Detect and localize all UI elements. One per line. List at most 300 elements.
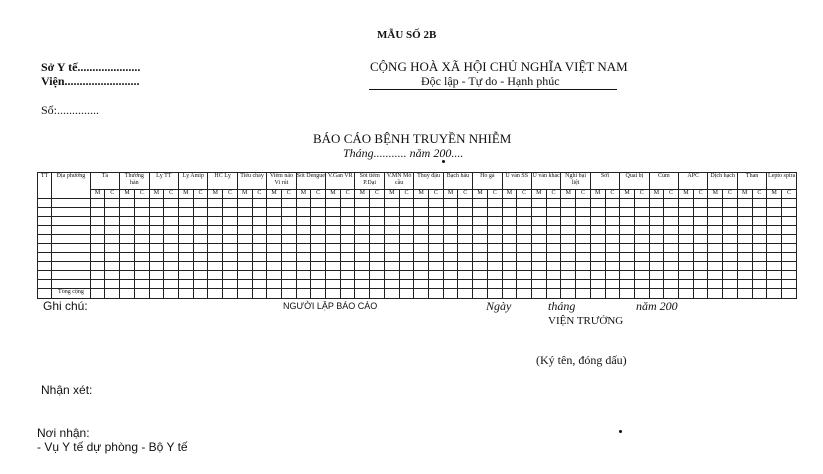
table-cell — [193, 208, 208, 217]
table-cell — [120, 262, 135, 271]
table-cell — [52, 262, 91, 271]
table-cell — [38, 262, 52, 271]
table-cell — [52, 244, 91, 253]
table-cell — [164, 199, 179, 208]
subheader-cases: M — [326, 190, 341, 199]
table-cell — [149, 217, 164, 226]
table-cell — [458, 244, 473, 253]
table-cell — [38, 217, 52, 226]
table-cell — [414, 289, 429, 299]
table-cell — [340, 217, 355, 226]
table-cell — [458, 271, 473, 280]
table-cell — [149, 235, 164, 244]
table-cell — [723, 262, 738, 271]
table-cell — [781, 271, 796, 280]
table-cell — [326, 289, 341, 299]
table-cell — [90, 289, 105, 299]
table-cell — [149, 208, 164, 217]
table-cell — [281, 244, 296, 253]
table-cell — [679, 289, 694, 299]
table-cell — [634, 262, 649, 271]
recipient-item: - Vụ Y tế dự phòng - Bộ Y tế — [37, 440, 188, 454]
table-cell — [517, 271, 532, 280]
table-cell — [296, 280, 311, 289]
table-cell — [590, 289, 605, 299]
table-cell — [134, 289, 149, 299]
table-cell — [693, 208, 708, 217]
table-cell — [164, 280, 179, 289]
table-cell — [105, 262, 120, 271]
table-cell — [752, 262, 767, 271]
document-number-line: Số:.............. — [41, 103, 100, 117]
report-title: BÁO CÁO BỆNH TRUYỀN NHIỄM — [313, 131, 512, 146]
table-cell — [590, 253, 605, 262]
table-cell — [296, 217, 311, 226]
table-cell — [590, 271, 605, 280]
table-cell — [326, 235, 341, 244]
table-cell — [708, 208, 723, 217]
table-cell — [561, 208, 576, 217]
table-cell — [90, 217, 105, 226]
table-cell — [679, 244, 694, 253]
table-cell — [193, 289, 208, 299]
table-cell — [429, 262, 444, 271]
institute-line: Viện......................... — [41, 74, 140, 88]
col-header-disease: Bạch hầu — [443, 173, 472, 190]
signature-instruction: (Ký tên, đóng dấu) — [536, 353, 627, 367]
table-cell — [458, 289, 473, 299]
table-cell — [546, 217, 561, 226]
table-cell — [237, 217, 252, 226]
subheader-cases: M — [443, 190, 458, 199]
table-cell — [517, 289, 532, 299]
table-cell — [752, 289, 767, 299]
table-cell — [708, 271, 723, 280]
table-cell — [546, 244, 561, 253]
table-cell — [590, 226, 605, 235]
col-header-locality: Địa phương — [52, 173, 91, 199]
table-cell — [178, 235, 193, 244]
table-cell — [605, 289, 620, 299]
table-cell — [384, 235, 399, 244]
subheader-deaths: C — [105, 190, 120, 199]
table-cell — [487, 262, 502, 271]
table-cell — [38, 244, 52, 253]
table-cell — [473, 262, 488, 271]
table-cell — [546, 235, 561, 244]
table-cell — [752, 235, 767, 244]
table-cell — [237, 253, 252, 262]
table-cell — [649, 244, 664, 253]
table-cell — [414, 244, 429, 253]
recipients-label: Nơi nhận: — [37, 426, 90, 440]
table-cell — [767, 280, 782, 289]
table-cell — [267, 289, 282, 299]
table-cell — [531, 217, 546, 226]
table-cell — [252, 199, 267, 208]
table-cell — [340, 199, 355, 208]
date-month-label: tháng — [548, 299, 576, 313]
table-cell — [370, 253, 385, 262]
table-cell — [487, 244, 502, 253]
subheader-cases: M — [208, 190, 223, 199]
table-total-row — [38, 289, 797, 299]
table-cell — [311, 289, 326, 299]
table-cell — [590, 262, 605, 271]
table-cell — [737, 253, 752, 262]
table-cell — [326, 262, 341, 271]
table-cell — [340, 271, 355, 280]
table-cell — [487, 253, 502, 262]
table-cell — [252, 226, 267, 235]
table-cell — [237, 199, 252, 208]
table-cell — [443, 253, 458, 262]
subheader-cases: M — [267, 190, 282, 199]
col-header-disease: APC — [679, 173, 708, 190]
table-cell — [429, 280, 444, 289]
table-cell — [223, 217, 238, 226]
table-cell — [267, 262, 282, 271]
table-cell — [105, 217, 120, 226]
table-cell — [105, 280, 120, 289]
table-cell — [693, 244, 708, 253]
table-cell — [664, 199, 679, 208]
table-cell — [649, 289, 664, 299]
table-cell — [355, 208, 370, 217]
table-cell — [355, 244, 370, 253]
table-cell — [693, 226, 708, 235]
table-cell — [355, 199, 370, 208]
table-cell — [649, 226, 664, 235]
table-cell — [149, 280, 164, 289]
subheader-deaths: C — [634, 190, 649, 199]
table-cell — [590, 235, 605, 244]
table-cell — [576, 253, 591, 262]
table-cell — [634, 244, 649, 253]
table-row — [38, 226, 797, 235]
table-cell — [105, 244, 120, 253]
table-cell — [149, 244, 164, 253]
col-header-disease: Dịch hạch — [708, 173, 737, 190]
table-cell — [576, 226, 591, 235]
table-cell — [326, 244, 341, 253]
table-cell — [634, 226, 649, 235]
table-cell — [737, 289, 752, 299]
table-cell — [296, 226, 311, 235]
table-cell — [296, 271, 311, 280]
table-cell — [664, 244, 679, 253]
table-cell — [90, 253, 105, 262]
table-cell — [105, 271, 120, 280]
table-cell — [752, 217, 767, 226]
table-cell — [576, 199, 591, 208]
table-cell — [326, 226, 341, 235]
table-cell — [370, 235, 385, 244]
table-cell — [723, 226, 738, 235]
table-cell — [634, 289, 649, 299]
table-cell — [267, 235, 282, 244]
table-cell — [399, 235, 414, 244]
table-cell — [708, 289, 723, 299]
table-cell — [517, 280, 532, 289]
table-cell — [590, 280, 605, 289]
table-cell — [149, 262, 164, 271]
table-cell — [679, 271, 694, 280]
table-cell — [487, 289, 502, 299]
table-cell — [502, 226, 517, 235]
table-cell — [781, 217, 796, 226]
subheader-deaths: C — [517, 190, 532, 199]
table-cell — [561, 217, 576, 226]
table-cell — [223, 271, 238, 280]
col-header-tt: TT — [38, 173, 52, 199]
table-cell — [590, 199, 605, 208]
table-cell — [370, 199, 385, 208]
table-cell — [223, 199, 238, 208]
table-cell — [429, 289, 444, 299]
table-cell — [443, 226, 458, 235]
table-cell — [443, 262, 458, 271]
table-cell — [781, 253, 796, 262]
table-cell — [252, 208, 267, 217]
table-cell — [473, 217, 488, 226]
table-cell — [267, 217, 282, 226]
table-cell — [208, 289, 223, 299]
table-cell — [384, 226, 399, 235]
table-cell — [679, 280, 694, 289]
table-row — [38, 199, 797, 208]
table-cell — [590, 208, 605, 217]
subheader-deaths: C — [340, 190, 355, 199]
col-header-disease: V.Gan VR — [326, 173, 355, 190]
table-cell — [237, 208, 252, 217]
table-cell — [384, 271, 399, 280]
table-cell — [767, 289, 782, 299]
table-cell — [781, 244, 796, 253]
table-cell — [399, 271, 414, 280]
table-cell — [561, 262, 576, 271]
table-cell — [649, 262, 664, 271]
table-cell — [193, 262, 208, 271]
table-cell — [296, 289, 311, 299]
table-cell — [134, 199, 149, 208]
table-cell — [531, 280, 546, 289]
table-cell — [546, 262, 561, 271]
table-cell — [355, 253, 370, 262]
table-cell — [679, 217, 694, 226]
table-cell — [193, 235, 208, 244]
table-cell — [531, 262, 546, 271]
table-cell — [561, 289, 576, 299]
table-cell — [649, 235, 664, 244]
table-cell — [781, 208, 796, 217]
table-cell — [634, 280, 649, 289]
table-cell — [208, 217, 223, 226]
table-cell — [487, 217, 502, 226]
table-cell — [620, 199, 635, 208]
table-cell — [296, 235, 311, 244]
table-cell — [679, 262, 694, 271]
subheader-deaths: C — [723, 190, 738, 199]
table-cell — [208, 235, 223, 244]
table-cell — [120, 235, 135, 244]
table-cell — [267, 280, 282, 289]
table-cell — [105, 226, 120, 235]
table-cell — [546, 289, 561, 299]
table-cell — [105, 199, 120, 208]
table-cell — [134, 271, 149, 280]
table-cell — [781, 226, 796, 235]
table-cell — [517, 208, 532, 217]
table-cell — [473, 244, 488, 253]
table-cell — [693, 280, 708, 289]
table-cell — [267, 271, 282, 280]
table-cell — [281, 208, 296, 217]
table-cell — [296, 199, 311, 208]
table-cell — [693, 271, 708, 280]
table-cell — [531, 271, 546, 280]
table-cell — [723, 244, 738, 253]
table-cell — [193, 199, 208, 208]
table-cell — [120, 226, 135, 235]
subheader-cases: M — [620, 190, 635, 199]
table-cell — [223, 208, 238, 217]
table-cell — [414, 271, 429, 280]
table-cell — [38, 289, 52, 299]
table-cell — [531, 226, 546, 235]
table-cell — [355, 271, 370, 280]
col-header-disease: Thương hàn — [120, 173, 149, 190]
table-cell — [384, 208, 399, 217]
table-cell — [723, 271, 738, 280]
table-cell — [208, 208, 223, 217]
table-cell — [546, 271, 561, 280]
subheader-cases: M — [561, 190, 576, 199]
table-cell — [664, 235, 679, 244]
table-cell — [502, 217, 517, 226]
subheader-deaths: C — [752, 190, 767, 199]
table-cell — [737, 271, 752, 280]
table-cell — [781, 262, 796, 271]
table-cell — [502, 289, 517, 299]
table-cell — [649, 199, 664, 208]
table-cell — [473, 208, 488, 217]
table-cell — [443, 199, 458, 208]
national-motto: Độc lập - Tự do - Hạnh phúc — [421, 74, 560, 88]
table-cell — [120, 244, 135, 253]
form-number-title: MẪU SỐ 2B — [377, 29, 437, 41]
table-row — [38, 262, 797, 271]
table-cell — [384, 280, 399, 289]
director-label: VIỆN TRƯỞNG — [548, 315, 624, 327]
table-cell — [561, 253, 576, 262]
table-cell — [134, 235, 149, 244]
subheader-deaths: C — [429, 190, 444, 199]
table-cell — [178, 253, 193, 262]
subheader-cases: M — [679, 190, 694, 199]
table-cell — [664, 253, 679, 262]
table-cell — [502, 244, 517, 253]
table-cell — [326, 253, 341, 262]
table-cell — [708, 235, 723, 244]
table-cell — [679, 226, 694, 235]
table-cell — [164, 226, 179, 235]
table-cell — [605, 226, 620, 235]
table-cell — [561, 226, 576, 235]
national-title: CỘNG HOÀ XÃ HỘI CHỦ NGHĨA VIỆT NAM — [370, 59, 628, 74]
table-cell — [38, 235, 52, 244]
table-cell — [487, 280, 502, 289]
table-cell — [355, 280, 370, 289]
table-cell — [105, 208, 120, 217]
table-cell — [149, 199, 164, 208]
table-cell — [223, 289, 238, 299]
table-cell — [634, 253, 649, 262]
table-cell — [237, 226, 252, 235]
table-cell — [517, 217, 532, 226]
col-header-disease: Ho gà — [473, 173, 502, 190]
table-cell — [311, 226, 326, 235]
table-cell — [399, 244, 414, 253]
table-cell — [620, 262, 635, 271]
table-cell — [693, 289, 708, 299]
table-cell — [281, 217, 296, 226]
table-cell — [752, 226, 767, 235]
table-cell — [620, 244, 635, 253]
table-cell — [311, 280, 326, 289]
table-cell — [38, 208, 52, 217]
table-cell — [576, 208, 591, 217]
table-cell — [723, 199, 738, 208]
table-cell — [620, 208, 635, 217]
table-cell — [384, 262, 399, 271]
subheader-cases: M — [178, 190, 193, 199]
table-cell — [414, 199, 429, 208]
table-cell — [576, 217, 591, 226]
subheader-deaths: C — [487, 190, 502, 199]
table-cell — [90, 271, 105, 280]
table-cell — [311, 208, 326, 217]
table-cell — [561, 271, 576, 280]
table-cell — [311, 199, 326, 208]
table-cell — [634, 235, 649, 244]
table-cell — [193, 253, 208, 262]
table-cell — [443, 235, 458, 244]
table-cell — [120, 253, 135, 262]
subheader-deaths: C — [399, 190, 414, 199]
table-cell — [781, 289, 796, 299]
table-subheader-row — [38, 190, 797, 199]
table-cell — [737, 262, 752, 271]
table-cell — [399, 217, 414, 226]
table-cell — [370, 271, 385, 280]
note-label: Ghi chú: — [43, 299, 88, 313]
table-cell — [193, 271, 208, 280]
table-cell — [723, 235, 738, 244]
subheader-cases: M — [296, 190, 311, 199]
table-cell — [561, 235, 576, 244]
table-cell — [576, 262, 591, 271]
subheader-cases: M — [384, 190, 399, 199]
table-cell — [767, 253, 782, 262]
table-cell — [723, 280, 738, 289]
table-cell — [737, 208, 752, 217]
table-cell — [414, 280, 429, 289]
table-cell — [311, 244, 326, 253]
table-row — [38, 235, 797, 244]
table-cell — [781, 280, 796, 289]
table-cell — [576, 289, 591, 299]
